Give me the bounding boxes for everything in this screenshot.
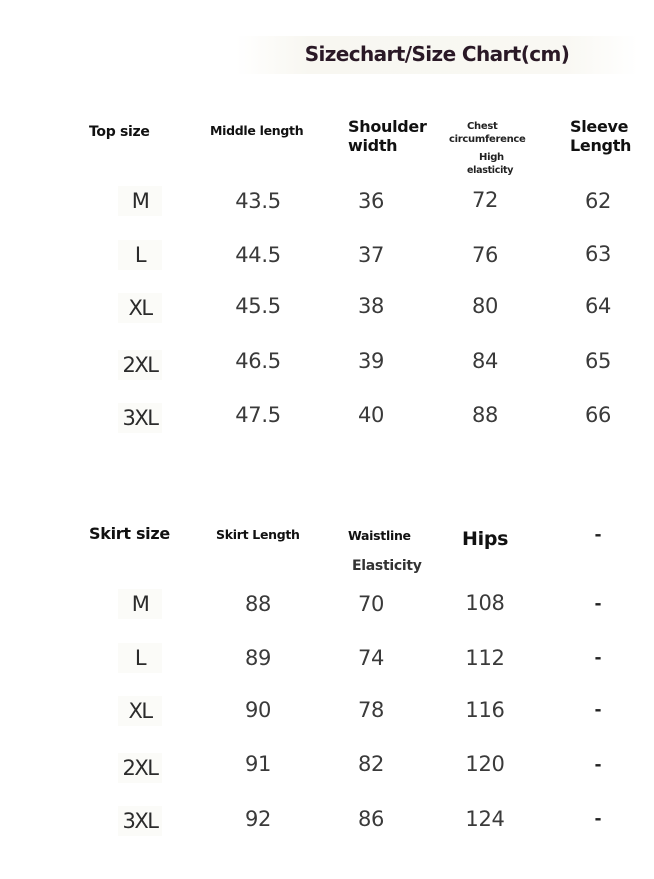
size-label: 3XL xyxy=(118,403,162,433)
waistline-header: Waistline xyxy=(348,528,411,543)
chest-note-line2: elasticity xyxy=(467,165,514,176)
middle-length-value: 43.5 xyxy=(235,189,281,213)
middle-length-value: 46.5 xyxy=(235,349,281,373)
skirt-size-header: Skirt size xyxy=(89,524,170,543)
chest-value: 88 xyxy=(471,403,499,427)
middle-length-value: 45.5 xyxy=(235,294,281,318)
middle-length-header: Middle length xyxy=(210,123,304,138)
hips-value: 108 xyxy=(465,591,505,615)
size-label: 2XL xyxy=(118,753,162,783)
waistline-value: 82 xyxy=(357,752,385,776)
sleeve-length-value: 64 xyxy=(584,294,612,318)
sleeve-length-header-line1: Sleeve xyxy=(570,117,629,136)
extra-value: - xyxy=(594,648,602,668)
size-label: 2XL xyxy=(118,350,162,380)
size-label: XL xyxy=(118,696,162,726)
shoulder-width-value: 37 xyxy=(357,243,385,267)
size-label: L xyxy=(118,643,162,673)
top-size-header: Top size xyxy=(89,124,150,140)
middle-length-value: 47.5 xyxy=(235,403,281,427)
chest-value: 84 xyxy=(471,349,499,373)
sleeve-length-value: 63 xyxy=(584,242,612,266)
shoulder-width-value: 38 xyxy=(357,294,385,318)
skirt-length-value: 89 xyxy=(244,646,272,670)
size-label: M xyxy=(118,186,162,216)
sleeve-length-header-line2: Length xyxy=(570,136,632,155)
size-label: L xyxy=(118,240,162,270)
sleeve-length-value: 62 xyxy=(584,189,612,213)
sleeve-length-value: 66 xyxy=(584,403,612,427)
size-label: XL xyxy=(118,293,162,323)
extra-value: - xyxy=(594,700,602,720)
chest-value: 72 xyxy=(471,188,499,212)
middle-length-value: 44.5 xyxy=(235,243,281,267)
hips-header: Hips xyxy=(462,528,509,550)
hips-value: 124 xyxy=(465,807,505,831)
size-label: M xyxy=(118,589,162,619)
extra-value: - xyxy=(594,809,602,829)
hips-value: 120 xyxy=(465,752,505,776)
skirt-length-value: 91 xyxy=(244,752,272,776)
shoulder-width-value: 36 xyxy=(357,189,385,213)
hips-value: 112 xyxy=(465,646,505,670)
skirt-length-value: 92 xyxy=(244,807,272,831)
waistline-value: 78 xyxy=(357,698,385,722)
skirt-length-header: Skirt Length xyxy=(216,527,300,542)
page-title: Sizechart/Size Chart(cm) xyxy=(304,42,570,66)
waistline-value: 70 xyxy=(357,592,385,616)
waistline-elasticity-note: Elasticity xyxy=(352,558,422,574)
chest-note-line1: High xyxy=(479,152,504,163)
extra-value: - xyxy=(594,755,602,775)
hips-value: 116 xyxy=(465,698,505,722)
size-label: 3XL xyxy=(118,806,162,836)
shoulder-width-value: 39 xyxy=(357,349,385,373)
waistline-value: 86 xyxy=(357,807,385,831)
chest-value: 80 xyxy=(471,294,499,318)
shoulder-width-header-line1: Shoulder xyxy=(348,117,427,136)
chest-value: 76 xyxy=(471,243,499,267)
shoulder-width-header-line2: width xyxy=(348,136,398,155)
extra-value: - xyxy=(594,594,602,614)
sleeve-length-value: 65 xyxy=(584,349,612,373)
waistline-value: 74 xyxy=(357,646,385,670)
extra-column-header: - xyxy=(594,525,602,545)
skirt-length-value: 90 xyxy=(244,698,272,722)
skirt-length-value: 88 xyxy=(244,592,272,616)
shoulder-width-value: 40 xyxy=(357,403,385,427)
chest-header-line1: Chest xyxy=(467,121,498,132)
chest-header-line2: circumference xyxy=(449,134,526,145)
